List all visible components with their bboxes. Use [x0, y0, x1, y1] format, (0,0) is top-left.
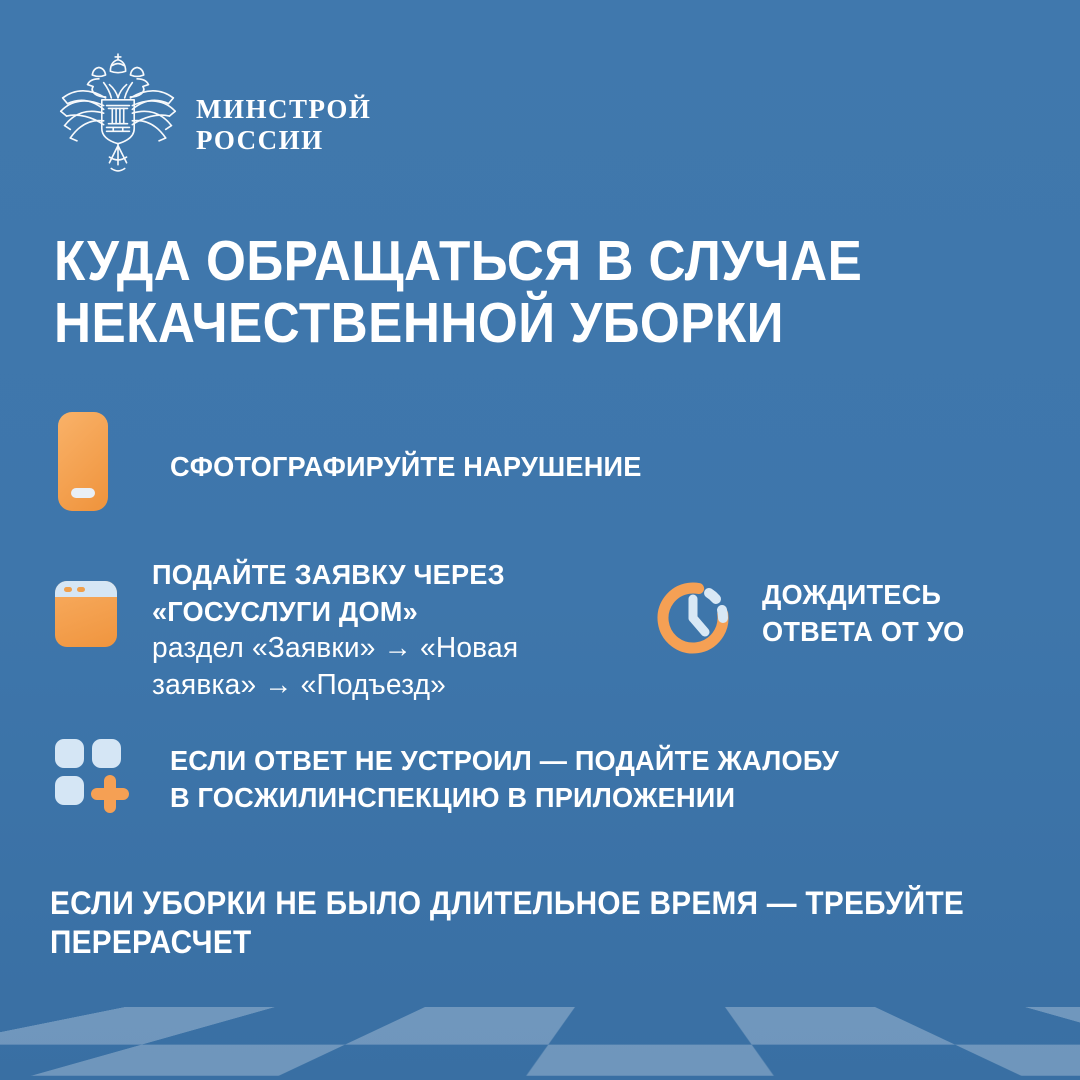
app-window-dot: [77, 587, 85, 592]
page-title: [54, 230, 862, 354]
page-title-line2: НЕКАЧЕСТВЕННОЙ УБОРКИ: [54, 291, 785, 355]
footer-line1: ЕСЛИ УБОРКИ НЕ БЫЛО ДЛИТЕЛЬНОЕ ВРЕМЯ — ТРЕБУЙТЕ: [50, 885, 965, 921]
step4-text: [170, 742, 839, 816]
step2-sub-line2: заявка» → «Подъезд»: [152, 669, 447, 701]
apps-square: [92, 739, 121, 768]
apps-square: [55, 776, 84, 805]
step1-text: [170, 448, 642, 485]
step3-line2: ОТВЕТА ОТ УО: [762, 616, 965, 647]
step1-line1: СФОТОГРАФИРУЙТЕ НАРУШЕНИЕ: [170, 451, 642, 482]
org-name-line1: МИНСТРОЙ: [196, 94, 372, 124]
footer-line2: ПЕРЕРАСЧЕТ: [50, 924, 252, 960]
checkerboard-pattern: [0, 1007, 1080, 1076]
double-headed-eagle-emblem-icon: [56, 46, 180, 188]
checkerboard-floor: [0, 1007, 1080, 1080]
smartphone-home-pill: [71, 488, 95, 498]
apps-square: [55, 739, 84, 768]
org-name-line2: РОССИИ: [196, 125, 324, 155]
step3-text: [762, 576, 964, 650]
apps-plus-icon: [55, 739, 133, 817]
step3-line1: ДОЖДИТЕСЬ: [762, 579, 942, 610]
org-name: [196, 94, 371, 156]
app-window-icon: [55, 581, 117, 647]
step2-line2: «ГОСУСЛУГИ ДОМ»: [152, 596, 418, 627]
step2-text: [152, 556, 518, 704]
plus-icon: [89, 773, 131, 815]
footer-note: [50, 884, 964, 962]
app-window-dot: [64, 587, 72, 592]
smartphone-icon: [58, 412, 108, 511]
clock-icon: [650, 573, 736, 659]
step4-line1: ЕСЛИ ОТВЕТ НЕ УСТРОИЛ — ПОДАЙТЕ ЖАЛОБУ: [170, 745, 839, 776]
step2-sub-line1: раздел «Заявки» → «Новая: [152, 632, 519, 664]
step2-line1: ПОДАЙТЕ ЗАЯВКУ ЧЕРЕЗ: [152, 559, 505, 590]
page-title-line1: КУДА ОБРАЩАТЬСЯ В СЛУЧАЕ: [54, 229, 863, 293]
step4-line2: В ГОСЖИЛИНСПЕКЦИЮ В ПРИЛОЖЕНИИ: [170, 782, 736, 813]
